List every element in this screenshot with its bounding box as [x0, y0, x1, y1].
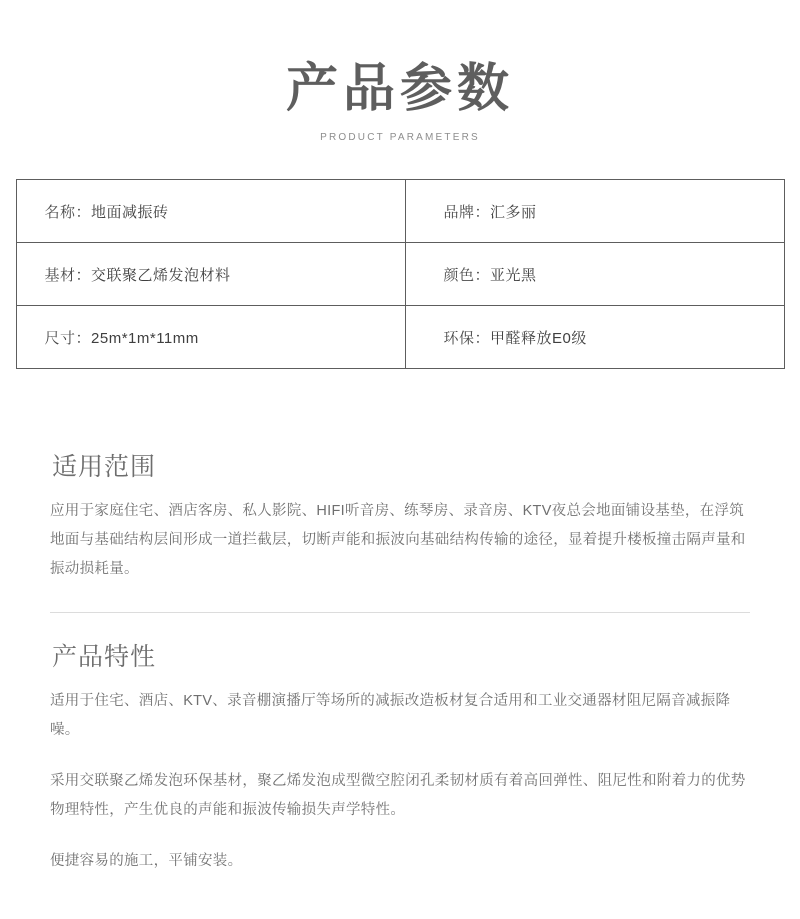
page-header [0, 0, 800, 143]
table-cell-environmental [405, 306, 784, 369]
cell-value: 交联聚乙烯发泡材料 [91, 266, 231, 284]
scope-title: 适用范围 [52, 453, 157, 482]
features-paragraph: 便捷容易的施工，平铺安装。 [50, 853, 243, 870]
cell-label: 尺寸： [44, 329, 92, 347]
table-cell-brand [405, 180, 784, 243]
cell-value: 地面减振砖 [91, 203, 169, 221]
features-title: 产品特性 [52, 643, 157, 672]
features-paragraph: 适用于住宅、酒店、KTV、录音棚演播厅等场所的减振改造板材复合适用和工业交通器材阻尼隔音减振降噪。 [50, 693, 731, 739]
page-title: 产品参数 [285, 60, 514, 118]
cell-label: 环保： [443, 329, 491, 347]
cell-value: 25m*1m*11mm [91, 329, 199, 347]
table-row [16, 180, 784, 243]
cell-label: 品牌： [443, 203, 491, 221]
specification-table [16, 179, 785, 369]
table-row [16, 306, 784, 369]
table-cell-material [16, 243, 405, 306]
cell-label: 基材： [44, 266, 92, 284]
section-divider [50, 612, 750, 613]
cell-label: 名称： [44, 203, 92, 221]
scope-section [50, 447, 750, 584]
table-cell-color [405, 243, 784, 306]
scope-body: 应用于家庭住宅、酒店客房、私人影院、HIFI听音房、练琴房、录音房、KTV夜总会地面铺设基垫，在浮筑地面与基础结构层间形成一道拦截层，切断声能和振波向基础结构传输的途径，显着提升楼板撞击隔声量和振动损耗量。 [50, 503, 746, 578]
table-row [16, 243, 784, 306]
table-cell-name [16, 180, 405, 243]
features-paragraph: 采用交联聚乙烯发泡环保基材，聚乙烯发泡成型微空腔闭孔柔韧材质有着高回弹性、阻尼性和附着力的优势物理特性，产生优良的声能和振波传输损失声学特性。 [50, 773, 746, 819]
page-subtitle: PRODUCT PARAMETERS [320, 132, 480, 144]
cell-label: 颜色： [443, 266, 491, 284]
cell-value: 亚光黑 [490, 266, 537, 284]
cell-value: 汇多丽 [490, 203, 537, 221]
features-section [50, 637, 750, 876]
cell-value: 甲醛释放E0级 [490, 329, 587, 347]
table-cell-size [16, 306, 405, 369]
